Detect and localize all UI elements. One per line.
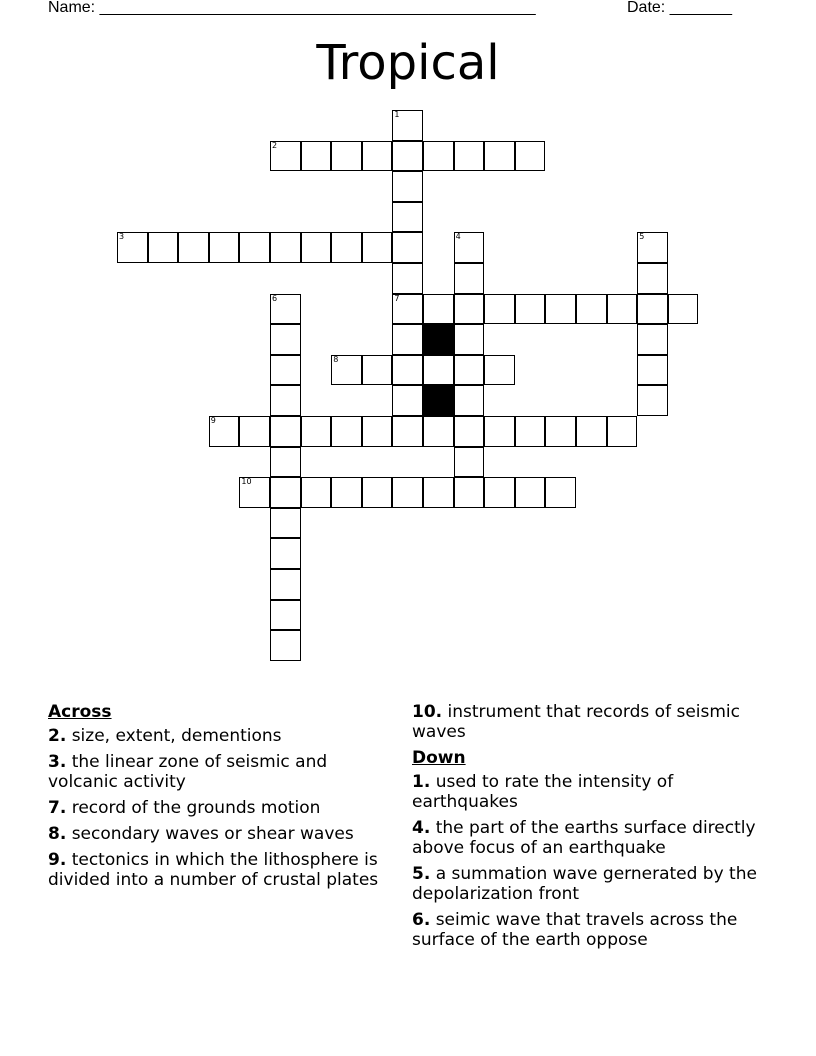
grid-cell[interactable]	[484, 141, 515, 172]
clue-text: a summation wave gernerated by the depolarization front	[412, 864, 757, 904]
grid-cell[interactable]	[392, 141, 423, 172]
clue-number-label: 8.	[48, 824, 67, 844]
grid-cell[interactable]	[576, 416, 607, 447]
grid-cell[interactable]	[423, 416, 454, 447]
clue-number-label: 2.	[48, 726, 67, 746]
grid-cell[interactable]	[423, 141, 454, 172]
grid-cell[interactable]	[545, 477, 576, 508]
clue-number-label: 9.	[48, 850, 67, 870]
grid-cell[interactable]	[454, 385, 485, 416]
grid-cell[interactable]	[545, 294, 576, 325]
down-clue	[412, 818, 757, 858]
grid-cell[interactable]	[362, 232, 393, 263]
grid-cell[interactable]	[637, 355, 668, 386]
clue-heading: Across	[48, 702, 112, 722]
grid-cell[interactable]	[423, 294, 454, 325]
clue-text: record of the grounds motion	[66, 798, 321, 818]
grid-cell[interactable]	[301, 232, 332, 263]
clue-text: tectonics in which the lithosphere is divided into a number of crustal plates	[48, 850, 379, 890]
grid-cell[interactable]	[362, 355, 393, 386]
grid-cell[interactable]	[392, 263, 423, 294]
clue-number-label: 6.	[412, 910, 431, 930]
clue-number-label: 1.	[412, 772, 431, 792]
grid-cell[interactable]	[454, 477, 485, 508]
grid-cell[interactable]	[270, 600, 301, 631]
grid-cell[interactable]	[270, 416, 301, 447]
date-field[interactable]: Date: _______	[627, 0, 732, 16]
grid-cell[interactable]	[392, 355, 423, 386]
grid-block	[423, 324, 454, 355]
grid-cell[interactable]	[301, 416, 332, 447]
across-clue	[48, 850, 393, 890]
clues-column-right	[412, 702, 757, 956]
clue-number-label: 10.	[412, 702, 443, 722]
down-clue	[412, 864, 757, 904]
clue-number: 2	[272, 140, 278, 150]
grid-cell[interactable]	[454, 232, 485, 263]
clue-number-label: 5.	[412, 864, 431, 884]
clue-number-label: 7.	[48, 798, 67, 818]
clue-number: 10	[241, 477, 252, 487]
grid-cell[interactable]	[607, 416, 638, 447]
grid-cell[interactable]	[515, 416, 546, 447]
grid-cell[interactable]	[423, 477, 454, 508]
clue-text: seimic wave that travels across the surface of the earth oppose	[412, 910, 738, 950]
grid-cell[interactable]	[515, 141, 546, 172]
grid-cell[interactable]	[270, 324, 301, 355]
grid-cell[interactable]	[576, 294, 607, 325]
puzzle-title: Tropical	[316, 35, 500, 91]
grid-block	[423, 385, 454, 416]
clue-number: 1	[394, 110, 400, 119]
grid-cell[interactable]	[515, 477, 546, 508]
across-clue	[48, 726, 393, 746]
grid-cell[interactable]	[178, 232, 209, 263]
clue-number: 8	[333, 354, 339, 364]
clue-text: the part of the earths surface directly above focus of an earthquake	[412, 818, 756, 858]
grid-cell[interactable]	[301, 141, 332, 172]
grid-cell[interactable]	[270, 294, 301, 325]
grid-cell[interactable]	[362, 477, 393, 508]
grid-cell[interactable]	[239, 232, 270, 263]
grid-cell[interactable]	[637, 232, 668, 263]
name-field[interactable]: Name: _________________________________________________	[48, 0, 536, 16]
grid-cell[interactable]	[117, 232, 148, 263]
grid-cell[interactable]	[637, 294, 668, 325]
grid-cell[interactable]	[423, 355, 454, 386]
grid-cell[interactable]	[209, 232, 240, 263]
grid-cell[interactable]	[270, 477, 301, 508]
grid-cell[interactable]	[545, 416, 576, 447]
clue-number: 7	[394, 293, 400, 303]
across-clue	[48, 798, 393, 818]
grid-cell[interactable]	[270, 141, 301, 172]
clue-number: 9	[210, 416, 216, 425]
across-clue	[48, 752, 393, 792]
grid-cell[interactable]	[331, 141, 362, 172]
grid-cell[interactable]	[637, 263, 668, 294]
across-clue	[48, 824, 393, 844]
grid-cell[interactable]	[239, 477, 270, 508]
grid-cell[interactable]	[454, 447, 485, 478]
grid-cell[interactable]	[270, 630, 301, 661]
grid-cell[interactable]	[484, 477, 515, 508]
clue-number: 6	[272, 293, 278, 303]
grid-cell[interactable]	[331, 416, 362, 447]
grid-cell[interactable]	[515, 294, 546, 325]
clue-number: 4	[455, 232, 461, 242]
grid-cell[interactable]	[270, 232, 301, 263]
grid-cell[interactable]	[209, 416, 240, 447]
grid-cell[interactable]	[607, 294, 638, 325]
across-clue	[412, 702, 757, 742]
clue-text: the linear zone of seismic and volcanic activity	[48, 752, 328, 792]
grid-cell[interactable]	[392, 202, 423, 233]
clues-column-left	[48, 702, 393, 896]
clue-number-label: 3.	[48, 752, 67, 772]
grid-cell[interactable]	[270, 447, 301, 478]
grid-cell[interactable]	[331, 355, 362, 386]
grid-cell[interactable]	[484, 294, 515, 325]
grid-cell[interactable]	[270, 385, 301, 416]
grid-cell[interactable]	[270, 569, 301, 600]
grid-cell[interactable]	[362, 141, 393, 172]
grid-cell[interactable]	[392, 324, 423, 355]
grid-cell[interactable]	[454, 294, 485, 325]
grid-cell[interactable]	[454, 355, 485, 386]
grid-cell[interactable]	[484, 355, 515, 386]
grid-cell[interactable]	[392, 171, 423, 202]
grid-cell[interactable]	[637, 324, 668, 355]
grid-cell[interactable]	[454, 141, 485, 172]
grid-cell[interactable]	[484, 416, 515, 447]
clue-text: instrument that records of seismic waves	[412, 702, 740, 742]
grid-cell[interactable]	[270, 355, 301, 386]
grid-cell[interactable]	[392, 385, 423, 416]
grid-cell[interactable]	[392, 232, 423, 263]
clue-text: secondary waves or shear waves	[66, 824, 354, 844]
down-clue	[412, 772, 757, 812]
grid-cell[interactable]	[668, 294, 699, 325]
clue-number-label: 4.	[412, 818, 431, 838]
grid-cell[interactable]	[392, 416, 423, 447]
clue-heading: Down	[412, 748, 466, 768]
grid-cell[interactable]	[454, 324, 485, 355]
down-clue	[412, 910, 757, 950]
clue-number: 5	[639, 232, 645, 242]
grid-cell[interactable]	[148, 232, 179, 263]
grid-cell[interactable]	[362, 416, 393, 447]
grid-cell[interactable]	[331, 477, 362, 508]
grid-cell[interactable]	[392, 110, 423, 141]
clue-number: 3	[119, 232, 125, 242]
clue-text: used to rate the intensity of earthquakes	[412, 772, 674, 812]
grid-cell[interactable]	[454, 416, 485, 447]
grid-cell[interactable]	[392, 294, 423, 325]
grid-cell[interactable]	[392, 477, 423, 508]
clue-text: size, extent, dementions	[66, 726, 282, 746]
grid-cell[interactable]	[637, 385, 668, 416]
grid-cell[interactable]	[454, 263, 485, 294]
grid-cell[interactable]	[270, 538, 301, 569]
grid-cell[interactable]	[270, 508, 301, 539]
grid-cell[interactable]	[331, 232, 362, 263]
grid-cell[interactable]	[239, 416, 270, 447]
grid-cell[interactable]	[301, 477, 332, 508]
